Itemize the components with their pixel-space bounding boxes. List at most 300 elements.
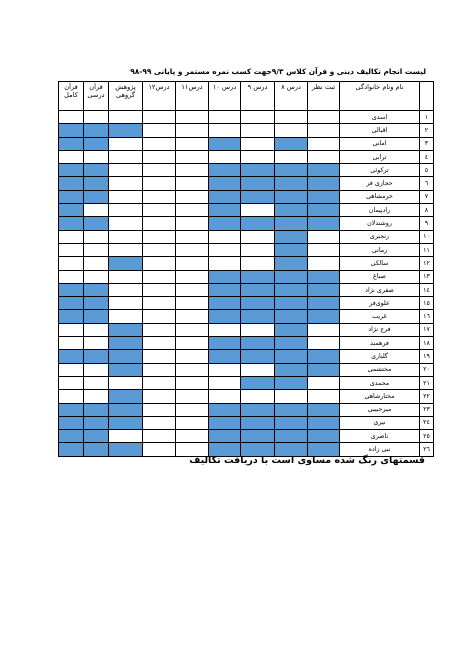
task-cell [241, 376, 275, 389]
task-cell [84, 257, 109, 270]
row-number: ۱۸ [420, 337, 434, 350]
task-cell [143, 297, 176, 310]
task-cell [176, 150, 209, 163]
task-cell [176, 403, 209, 416]
task-cell [143, 124, 176, 137]
task-cell [209, 390, 241, 403]
task-cell [109, 337, 143, 350]
task-cell [84, 164, 109, 177]
task-cell [275, 270, 308, 283]
task-cell [59, 164, 84, 177]
task-cell [209, 164, 241, 177]
task-cell [109, 137, 143, 150]
task-cell [209, 310, 241, 323]
row-number: ۱۲ [420, 257, 434, 270]
student-name: اقبالی [340, 124, 420, 137]
task-cell [275, 297, 308, 310]
task-cell [84, 124, 109, 137]
student-name: خرمشاهی [340, 190, 420, 203]
row-number: ۱۷ [420, 323, 434, 336]
task-cell [109, 390, 143, 403]
task-cell [275, 137, 308, 150]
task-cell [241, 270, 275, 283]
task-cell [209, 376, 241, 389]
task-cell [308, 363, 340, 376]
task-cell [109, 124, 143, 137]
task-cell [209, 403, 241, 416]
task-cell [59, 363, 84, 376]
student-name: روشندلان [340, 217, 420, 230]
task-cell [176, 323, 209, 336]
task-cell [84, 243, 109, 256]
task-cell [275, 204, 308, 217]
task-cell [59, 204, 84, 217]
task-cell [275, 124, 308, 137]
row-number: ۱ [420, 111, 434, 124]
task-cell [176, 430, 209, 443]
task-cell [308, 270, 340, 283]
header-group-research: پژوهش گروهی [109, 82, 143, 111]
task-cell [143, 204, 176, 217]
task-cell [308, 177, 340, 190]
student-name: سالکی [340, 257, 420, 270]
student-name: ترابی [340, 150, 420, 163]
task-cell [59, 337, 84, 350]
task-cell [209, 204, 241, 217]
header-lesson-11: درس۱۱ [176, 82, 209, 111]
task-cell [109, 243, 143, 256]
task-cell [176, 204, 209, 217]
task-cell [143, 283, 176, 296]
task-cell [109, 164, 143, 177]
task-cell [209, 416, 241, 429]
task-cell [109, 204, 143, 217]
task-cell [143, 403, 176, 416]
row-number: ۱۰ [420, 230, 434, 243]
task-cell [308, 150, 340, 163]
task-cell [308, 403, 340, 416]
table-row [59, 243, 434, 256]
task-cell [209, 337, 241, 350]
task-cell [308, 243, 340, 256]
task-cell [209, 243, 241, 256]
student-name: اسدی [340, 111, 420, 124]
task-cell [275, 323, 308, 336]
task-cell [241, 243, 275, 256]
header-number [420, 82, 434, 111]
task-cell [143, 390, 176, 403]
task-cell [84, 177, 109, 190]
task-cell [59, 350, 84, 363]
task-cell [275, 310, 308, 323]
task-cell [143, 243, 176, 256]
task-cell [109, 150, 143, 163]
header-lesson-10: درس ۱۰ [209, 82, 241, 111]
task-cell [109, 297, 143, 310]
task-cell [209, 270, 241, 283]
task-cell [84, 403, 109, 416]
task-cell [109, 217, 143, 230]
task-cell [84, 376, 109, 389]
task-cell [59, 137, 84, 150]
row-number: ۲٦ [420, 443, 434, 456]
student-name: صباغ [340, 270, 420, 283]
task-cell [143, 150, 176, 163]
task-cell [275, 190, 308, 203]
task-cell [275, 430, 308, 443]
task-cell [241, 390, 275, 403]
task-cell [59, 416, 84, 429]
task-cell [209, 283, 241, 296]
row-number: ٥ [420, 164, 434, 177]
task-cell [241, 111, 275, 124]
task-cell [308, 204, 340, 217]
student-name: نبی زاده [340, 443, 420, 456]
table-row [59, 297, 434, 310]
task-cell [109, 350, 143, 363]
task-cell [308, 297, 340, 310]
task-cell [209, 217, 241, 230]
task-cell [59, 390, 84, 403]
student-name: رادپیمان [340, 204, 420, 217]
task-cell [84, 323, 109, 336]
task-cell [308, 350, 340, 363]
task-cell [308, 376, 340, 389]
task-cell [241, 297, 275, 310]
task-cell [308, 390, 340, 403]
task-cell [176, 124, 209, 137]
task-cell [84, 430, 109, 443]
table-row [59, 111, 434, 124]
task-cell [308, 217, 340, 230]
table-row [59, 363, 434, 376]
task-cell [209, 150, 241, 163]
row-number: ۲۳ [420, 403, 434, 416]
task-cell [176, 217, 209, 230]
task-cell [143, 376, 176, 389]
task-cell [59, 217, 84, 230]
table-row [59, 190, 434, 203]
task-cell [275, 283, 308, 296]
task-cell [59, 124, 84, 137]
task-cell [59, 403, 84, 416]
header-lesson-9: درس ۹ [241, 82, 275, 111]
task-cell [143, 270, 176, 283]
table-row [59, 230, 434, 243]
row-number: ۷ [420, 190, 434, 203]
task-cell [59, 230, 84, 243]
task-cell [143, 323, 176, 336]
task-cell [84, 137, 109, 150]
task-cell [109, 257, 143, 270]
task-cell [143, 111, 176, 124]
task-cell [308, 430, 340, 443]
task-cell [109, 230, 143, 243]
task-cell [59, 310, 84, 323]
row-number: ۱٥ [420, 297, 434, 310]
task-cell [84, 270, 109, 283]
task-cell [209, 257, 241, 270]
row-number: ٤ [420, 150, 434, 163]
student-name: ناصری [340, 430, 420, 443]
task-cell [241, 177, 275, 190]
task-cell [84, 283, 109, 296]
header-comment: ثبت نظر [308, 82, 340, 111]
student-name: مختشمی [340, 363, 420, 376]
task-cell [176, 390, 209, 403]
student-name: مختارشاهی [340, 390, 420, 403]
task-cell [275, 217, 308, 230]
task-cell [275, 416, 308, 429]
task-cell [59, 376, 84, 389]
student-name: صفری نژاد [340, 283, 420, 296]
table-row [59, 177, 434, 190]
task-cell [176, 416, 209, 429]
task-cell [176, 164, 209, 177]
task-cell [176, 363, 209, 376]
student-name: زمانی [340, 243, 420, 256]
task-cell [308, 310, 340, 323]
task-cell [84, 190, 109, 203]
table-row [59, 217, 434, 230]
task-cell [84, 230, 109, 243]
task-cell [209, 111, 241, 124]
task-cell [209, 350, 241, 363]
task-cell [275, 403, 308, 416]
task-cell [143, 217, 176, 230]
table-row [59, 257, 434, 270]
task-cell [84, 111, 109, 124]
student-name: فرج نژاد [340, 323, 420, 336]
task-cell [209, 137, 241, 150]
task-cell [241, 416, 275, 429]
task-cell [176, 337, 209, 350]
task-cell [143, 257, 176, 270]
row-number: ۲۰ [420, 363, 434, 376]
task-cell [308, 323, 340, 336]
task-cell [308, 416, 340, 429]
page-title: لیست انجام تکالیف دینی و قرآن کلاس ۹/۳جهت کسب نمره مستمر و پایانی ۹۹-۹۸ [130, 67, 426, 76]
task-cell [241, 190, 275, 203]
table-row [59, 124, 434, 137]
table-row [59, 164, 434, 177]
table-row [59, 283, 434, 296]
task-cell [308, 230, 340, 243]
task-cell [59, 177, 84, 190]
task-cell [109, 430, 143, 443]
task-cell [143, 416, 176, 429]
task-cell [308, 337, 340, 350]
task-cell [275, 363, 308, 376]
table-row [59, 310, 434, 323]
row-number: ۱٦ [420, 310, 434, 323]
task-cell [109, 190, 143, 203]
student-name: رنجبری [340, 230, 420, 243]
task-cell [143, 137, 176, 150]
task-cell [209, 430, 241, 443]
task-cell [143, 177, 176, 190]
task-cell [176, 270, 209, 283]
row-number: ۸ [420, 204, 434, 217]
task-cell [109, 416, 143, 429]
task-cell [241, 230, 275, 243]
row-number: ۱۱ [420, 243, 434, 256]
student-name: علوی‌فر [340, 297, 420, 310]
task-cell [59, 243, 84, 256]
task-cell [84, 337, 109, 350]
task-cell [209, 177, 241, 190]
row-number: ۱۳ [420, 270, 434, 283]
task-cell [209, 190, 241, 203]
table-row [59, 204, 434, 217]
table-row [59, 416, 434, 429]
table-row [59, 350, 434, 363]
task-cell [308, 111, 340, 124]
task-cell [308, 164, 340, 177]
task-cell [176, 376, 209, 389]
task-cell [241, 257, 275, 270]
student-name: ترکوئی [340, 164, 420, 177]
table-row [59, 137, 434, 150]
task-cell [241, 363, 275, 376]
table-row [59, 376, 434, 389]
task-cell [241, 337, 275, 350]
task-cell [241, 124, 275, 137]
task-cell [109, 376, 143, 389]
task-cell [241, 283, 275, 296]
task-cell [241, 204, 275, 217]
task-cell [84, 390, 109, 403]
task-cell [176, 350, 209, 363]
task-cell [143, 363, 176, 376]
task-cell [209, 323, 241, 336]
row-number: ۲٥ [420, 430, 434, 443]
task-cell [241, 430, 275, 443]
task-cell [275, 177, 308, 190]
row-number: ۲۱ [420, 376, 434, 389]
task-cell [109, 323, 143, 336]
task-cell [176, 111, 209, 124]
task-cell [209, 230, 241, 243]
task-cell [84, 150, 109, 163]
footer-note: قسمتهای رنگ شده مساوی است با دریافت تکالیف [189, 455, 425, 466]
task-cell [308, 257, 340, 270]
task-cell [109, 283, 143, 296]
task-cell [308, 190, 340, 203]
task-cell [109, 111, 143, 124]
task-cell [241, 217, 275, 230]
table-row [59, 337, 434, 350]
student-name: میرحبیبی [340, 403, 420, 416]
task-cell [176, 177, 209, 190]
task-cell [176, 297, 209, 310]
task-cell [209, 363, 241, 376]
task-cell [109, 310, 143, 323]
task-cell [84, 310, 109, 323]
task-cell [275, 376, 308, 389]
task-cell [84, 204, 109, 217]
task-cell [143, 430, 176, 443]
row-number: ۲۲ [420, 390, 434, 403]
table-row [59, 323, 434, 336]
task-cell [275, 257, 308, 270]
task-cell [59, 270, 84, 283]
student-name: امانی [340, 137, 420, 150]
task-cell [275, 390, 308, 403]
task-cell [176, 137, 209, 150]
student-name: محمدی [340, 376, 420, 389]
task-cell [59, 257, 84, 270]
task-cell [109, 363, 143, 376]
task-cell [59, 430, 84, 443]
task-cell [176, 283, 209, 296]
row-number: ۲٤ [420, 416, 434, 429]
task-cell [275, 243, 308, 256]
student-name: گلباری [340, 350, 420, 363]
student-name: نیری [340, 416, 420, 429]
task-cell [143, 350, 176, 363]
row-number: ۹ [420, 217, 434, 230]
table-row [59, 430, 434, 443]
header-lesson-8: درس ۸ [275, 82, 308, 111]
row-number: ۱٤ [420, 283, 434, 296]
task-cell [84, 217, 109, 230]
task-cell [59, 190, 84, 203]
header-lesson-12: درس۱۲ [143, 82, 176, 111]
task-cell [241, 137, 275, 150]
task-cell [241, 164, 275, 177]
task-cell [308, 283, 340, 296]
task-cell [59, 150, 84, 163]
task-cell [59, 111, 84, 124]
row-number: ۳ [420, 137, 434, 150]
row-number: ۲ [420, 124, 434, 137]
task-cell [84, 350, 109, 363]
header-name: نام ونام خانوادگی [340, 82, 420, 111]
task-cell [176, 257, 209, 270]
table-header-row [59, 82, 434, 111]
student-name: فرهمند [340, 337, 420, 350]
table-row [59, 270, 434, 283]
task-cell [176, 230, 209, 243]
task-cell [308, 137, 340, 150]
row-number: ۱۹ [420, 350, 434, 363]
task-cell [308, 124, 340, 137]
table-row [59, 150, 434, 163]
task-cell [143, 190, 176, 203]
task-cell [241, 150, 275, 163]
table-row [59, 390, 434, 403]
row-number: ٦ [420, 177, 434, 190]
task-cell [275, 337, 308, 350]
task-cell [109, 270, 143, 283]
task-cell [241, 350, 275, 363]
task-cell [84, 416, 109, 429]
task-cell [241, 310, 275, 323]
task-cell [275, 350, 308, 363]
task-cell [59, 323, 84, 336]
task-cell [143, 337, 176, 350]
student-name: حجازی فر [340, 177, 420, 190]
task-cell [176, 310, 209, 323]
task-cell [176, 243, 209, 256]
task-cell [84, 363, 109, 376]
task-cell [59, 297, 84, 310]
task-cell [241, 323, 275, 336]
task-cell [275, 164, 308, 177]
student-name: غریب [340, 310, 420, 323]
header-quran-lesson: قرآن درسی [84, 82, 109, 111]
